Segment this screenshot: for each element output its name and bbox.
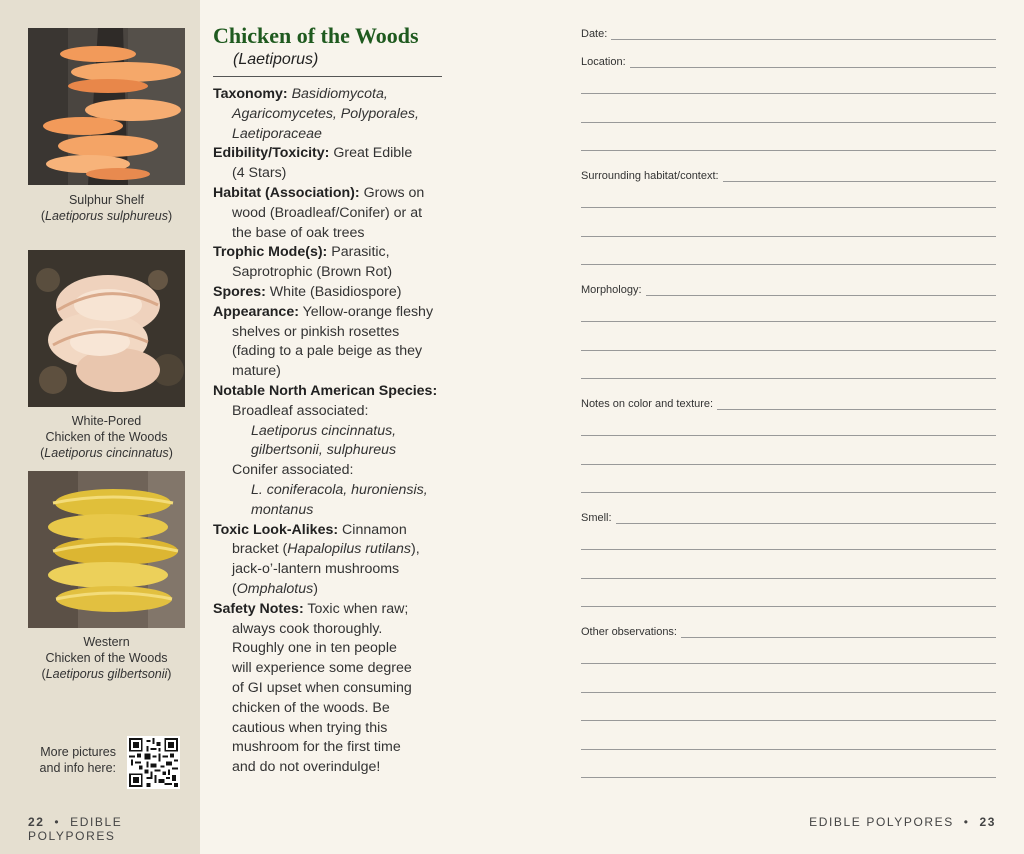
safety-value: of GI upset when consuming: [232, 679, 412, 696]
caption-latin: Laetiporus gilbertsonii: [45, 667, 168, 681]
appearance-label: Appearance:: [213, 303, 299, 320]
writing-line[interactable]: [581, 150, 996, 151]
latin-genus: Laetiporus: [238, 51, 314, 68]
habitat-value: wood (Broadleaf/Conifer) or at: [232, 204, 423, 221]
left-folio: 22 • EDIBLE POLYPORES: [28, 815, 123, 843]
qr-code-icon[interactable]: [127, 736, 180, 789]
writing-line[interactable]: [581, 663, 996, 664]
qr-label-line2: and info here:: [39, 761, 116, 775]
smell-label: Smell:: [581, 512, 612, 524]
morphology-label: Morphology:: [581, 284, 642, 296]
edibility-value: (4 Stars): [232, 165, 287, 182]
safety-value: and do not overindulge!: [232, 759, 381, 776]
trophic-value: Parasitic,: [331, 244, 390, 261]
habitat-context-label: Surrounding habitat/context:: [581, 170, 719, 182]
caption-latin: Laetiporus sulphureus: [45, 209, 168, 223]
safety-value: mushroom for the first time: [232, 739, 401, 756]
safety-label: Safety Notes:: [213, 600, 304, 617]
caption-common-name-line2: Chicken of the Woods: [45, 651, 168, 665]
subtitle-wrap: (Laetiporus): [233, 51, 319, 68]
writing-line[interactable]: [581, 464, 996, 465]
safety-value: Roughly one in ten people: [232, 640, 397, 657]
sulphur-shelf-caption: [14, 192, 199, 224]
qr-label-line1: More pictures: [40, 745, 116, 759]
caption-common-name: Sulphur Shelf: [68, 193, 145, 207]
broadleaf-label: Broadleaf associated:: [232, 402, 369, 419]
date-label: Date:: [581, 28, 608, 40]
taxonomy-label: Taxonomy:: [213, 86, 288, 102]
taxonomy-line: [213, 85, 453, 105]
western-caption: [14, 634, 199, 682]
page-number: 22: [28, 815, 45, 829]
habitat-value: the base of oak trees: [232, 224, 365, 241]
photo-sidebar: [0, 0, 200, 854]
writing-line[interactable]: [581, 207, 996, 208]
safety-value: Toxic when raw;: [307, 600, 409, 617]
caption-common-name: White-Pored: [71, 414, 142, 428]
lookalikes-value: bracket (: [232, 541, 288, 558]
writing-line[interactable]: [581, 777, 996, 778]
writing-line[interactable]: [681, 629, 996, 638]
appearance-value: shelves or pinkish rosettes: [232, 323, 400, 340]
lookalikes-value: ),: [411, 541, 420, 558]
trophic-value: Saprotrophic (Brown Rot): [232, 264, 393, 281]
taxonomy-value: Agaricomycetes, Polyporales,: [232, 105, 419, 122]
caption-latin-name: (Laetiporus gilbertsonii): [41, 667, 172, 681]
writing-line[interactable]: [611, 31, 996, 40]
habitat-label: Habitat (Association):: [213, 184, 360, 201]
other-observations-label: Other observations:: [581, 626, 677, 638]
safety-value: always cook thoroughly.: [232, 620, 383, 637]
writing-line[interactable]: [581, 93, 996, 94]
writing-line[interactable]: [581, 720, 996, 721]
conifer-species: montanus: [251, 501, 314, 518]
taxonomy-value: Laetiporaceae: [232, 125, 322, 142]
appearance-value: mature): [232, 363, 281, 380]
writing-line[interactable]: [717, 401, 996, 410]
smell-field[interactable]: [581, 512, 996, 524]
lookalikes-value: Cinnamon: [342, 521, 407, 538]
writing-line[interactable]: [581, 692, 996, 693]
writing-line[interactable]: [616, 515, 996, 524]
right-folio: EDIBLE POLYPORES • 23: [809, 815, 996, 829]
writing-line[interactable]: [581, 606, 996, 607]
habitat-field[interactable]: [581, 170, 996, 182]
writing-line[interactable]: [581, 122, 996, 123]
section-name: EDIBLE POLYPORES: [28, 815, 123, 843]
white-pored-photo: [28, 250, 185, 407]
writing-line[interactable]: [581, 549, 996, 550]
writing-line[interactable]: [581, 435, 996, 436]
appearance-value: Yellow-orange fleshy: [302, 303, 434, 320]
white-pored-caption: [14, 413, 199, 461]
caption-latin-name: (Laetiporus sulphureus): [40, 209, 173, 223]
location-field[interactable]: [581, 56, 996, 68]
morphology-field[interactable]: [581, 284, 996, 296]
broadleaf-species: Laetiporus cincinnatus,: [251, 422, 397, 439]
qr-label: [30, 744, 120, 776]
habitat-value: Grows on: [363, 184, 425, 201]
spores-label: Spores:: [213, 283, 266, 300]
lookalikes-latin: Hapalopilus rutilans: [287, 541, 412, 558]
trophic-label: Trophic Mode(s):: [213, 244, 328, 261]
conifer-label: Conifer associated:: [232, 462, 354, 479]
broadleaf-species: gilbertsonii, sulphureus: [251, 442, 397, 459]
writing-line[interactable]: [630, 59, 996, 68]
lookalikes-value: jack-o’-lantern mushrooms: [232, 561, 400, 578]
color-texture-label: Notes on color and texture:: [581, 398, 714, 410]
writing-line[interactable]: [581, 578, 996, 579]
writing-line[interactable]: [581, 264, 996, 265]
safety-value: will experience some degree: [232, 660, 412, 677]
edibility-value: Great Edible: [333, 145, 413, 162]
date-field[interactable]: [581, 28, 996, 40]
edibility-label: Edibility/Toxicity:: [213, 145, 330, 162]
spores-value: White (Basidiospore): [269, 283, 402, 300]
section-name: EDIBLE POLYPORES: [809, 815, 954, 829]
caption-latin: Laetiporus cincinnatus: [44, 446, 169, 460]
sulphur-shelf-photo: [28, 28, 185, 185]
page-number: 23: [979, 815, 996, 829]
caption-common-name-line2: Chicken of the Woods: [45, 430, 168, 444]
title-divider: [213, 76, 442, 77]
caption-latin-name: (Laetiporus cincinnatus): [40, 446, 173, 460]
writing-line[interactable]: [723, 173, 996, 182]
appearance-value: (fading to a pale beige as they: [232, 343, 423, 360]
entry-body: [213, 85, 453, 778]
species-label: Notable North American Species:: [213, 382, 438, 399]
other-observations-field[interactable]: [581, 626, 996, 638]
lookalikes-value: (: [232, 580, 237, 597]
caption-common-name: Western: [83, 635, 130, 649]
location-label: Location:: [581, 56, 626, 68]
species-entry: [213, 22, 453, 778]
page-title: Chicken of the Woods: [213, 23, 419, 48]
taxonomy-value: Basidiomycota,: [291, 86, 388, 102]
conifer-species: L. coniferacola, huroniensis,: [251, 481, 428, 498]
color-texture-field[interactable]: [581, 398, 996, 410]
lookalikes-value: ): [313, 580, 318, 597]
writing-line[interactable]: [581, 350, 996, 351]
writing-line[interactable]: [581, 378, 996, 379]
writing-line[interactable]: [646, 287, 996, 296]
safety-value: cautious when trying this: [232, 719, 388, 736]
writing-line[interactable]: [581, 492, 996, 493]
western-photo: [28, 471, 185, 628]
lookalikes-latin: Omphalotus: [236, 580, 314, 597]
writing-line[interactable]: [581, 236, 996, 237]
safety-value: chicken of the woods. Be: [232, 699, 390, 716]
writing-line[interactable]: [581, 321, 996, 322]
lookalikes-label: Toxic Look-Alikes:: [213, 521, 339, 538]
writing-line[interactable]: [581, 749, 996, 750]
